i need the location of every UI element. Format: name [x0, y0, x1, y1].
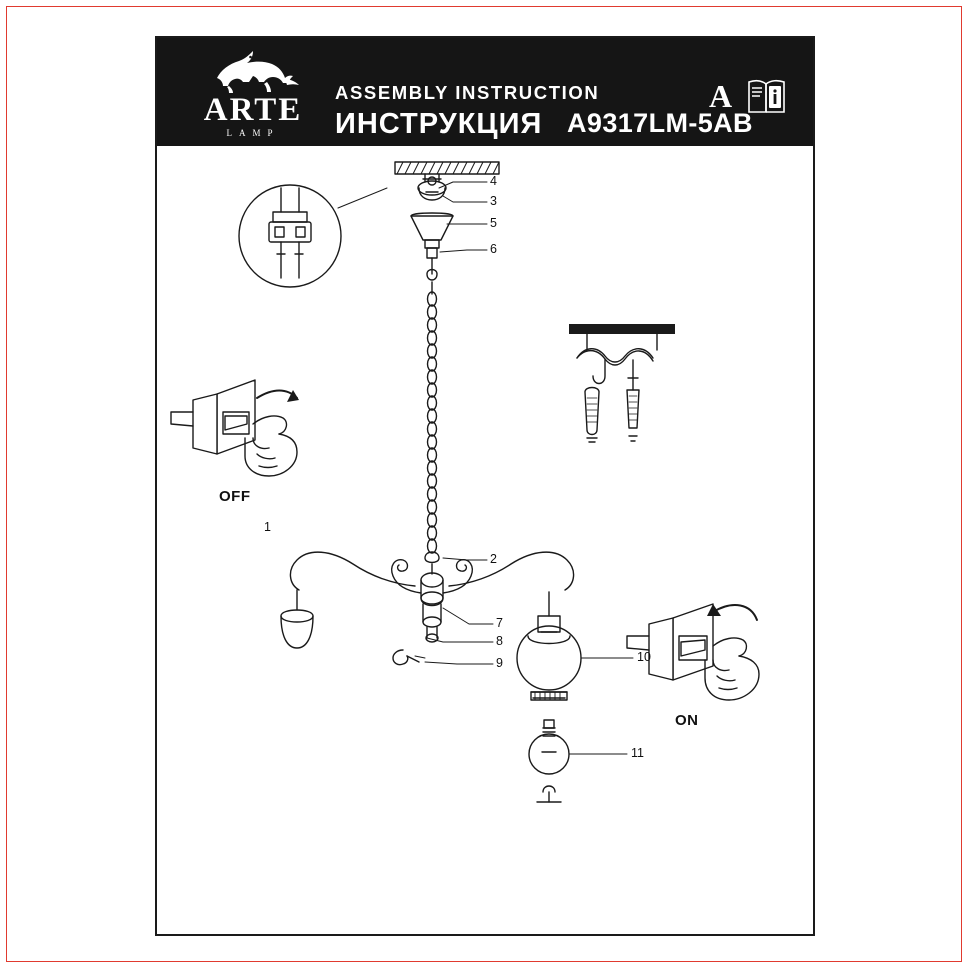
section-letter: A [709, 78, 733, 114]
callout-9: 9 [496, 656, 503, 670]
chandelier-body [281, 552, 581, 700]
callout-3: 3 [490, 194, 497, 208]
ceiling-hatching [395, 162, 499, 174]
callout-7: 7 [496, 616, 503, 630]
brand-sub: LAMP [226, 128, 280, 138]
callout-5: 5 [490, 216, 497, 230]
light-bulb [529, 720, 569, 802]
instruction-card [155, 36, 815, 936]
assembly-diagram [157, 146, 813, 934]
header-bar [157, 38, 813, 146]
callout-1: 1 [264, 520, 271, 534]
callout-4: 4 [490, 174, 497, 188]
terminal-block-detail [239, 185, 387, 287]
assembly-diagram-svg [157, 146, 813, 934]
model-number: A9317LM-5AB [567, 108, 753, 138]
callout-leader-lines [415, 182, 633, 754]
callout-2: 2 [490, 552, 497, 566]
canopy-assembly [411, 213, 453, 294]
switch-off-illustration [171, 380, 299, 476]
switch-off-label: OFF [219, 488, 251, 505]
clip-part [393, 650, 419, 665]
suspension-chain [428, 292, 437, 553]
callout-10: 10 [637, 650, 651, 664]
brand-logo [177, 46, 327, 142]
griffin-logo-icon [209, 48, 305, 94]
callout-6: 6 [490, 242, 497, 256]
instruction-booklet-icon [745, 74, 789, 118]
switch-on-label: ON [675, 712, 699, 729]
brand-name: ARTE [203, 92, 303, 128]
callout-8: 8 [496, 634, 503, 648]
callout-11: 11 [631, 746, 644, 760]
title-russian: ИНСТРУКЦИЯ [335, 108, 543, 140]
title-english: ASSEMBLY INSTRUCTION [335, 82, 600, 103]
mounting-bracket-detail [569, 324, 675, 442]
